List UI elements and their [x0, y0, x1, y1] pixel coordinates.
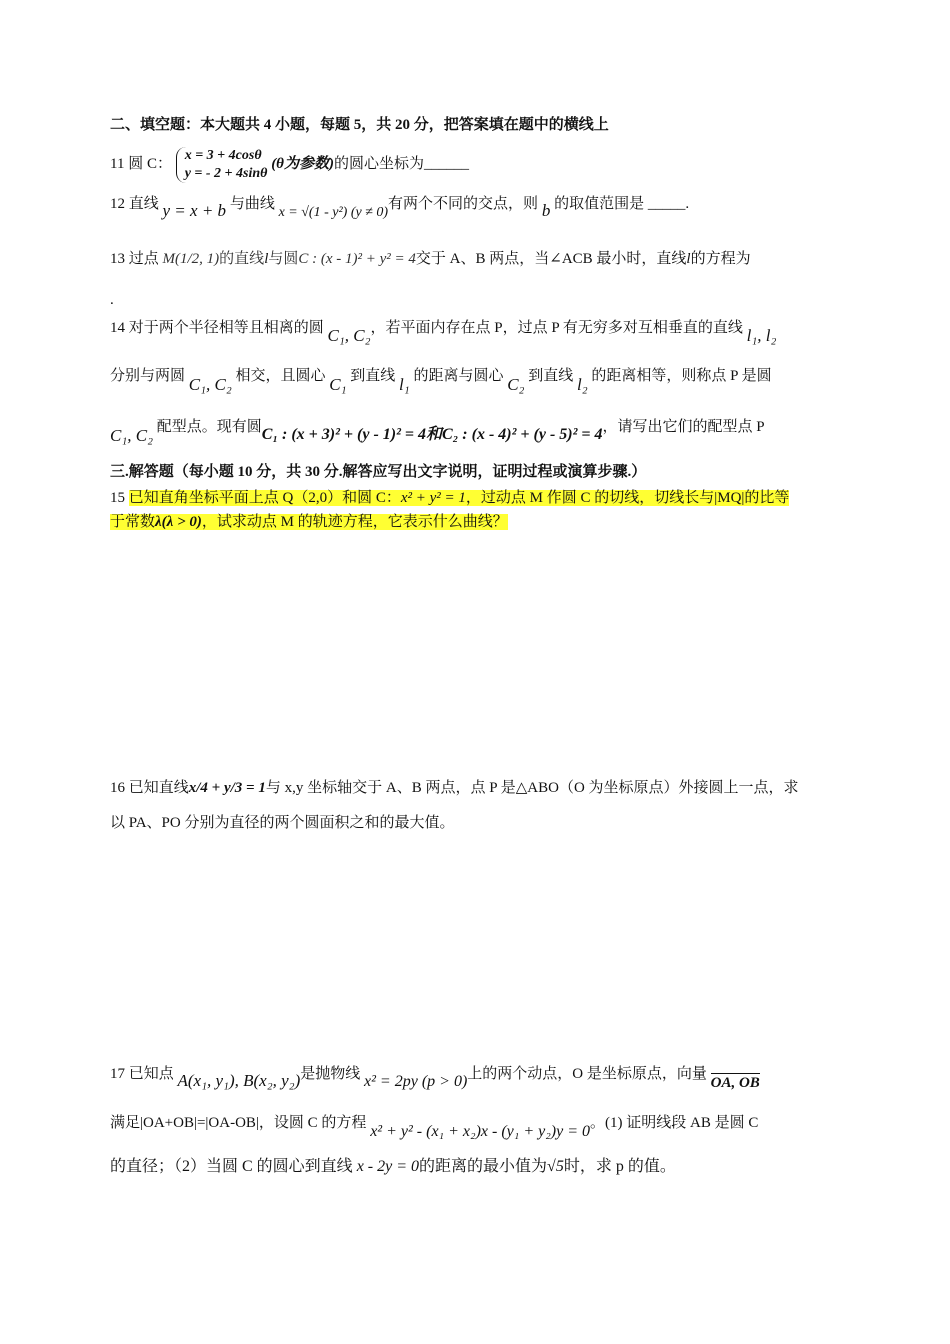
section-3-title-text: 三.解答题（每小题 10 分，共 30 分.解答应写出文字说明，证明过程或演算步骤.）: [110, 464, 647, 480]
q14-circles: C₁ : (x + 3)² + (y - 1)² = 4和C₂ : (x - 4)² + (y - 5)² = 4: [261, 426, 603, 443]
q11-label: 11 圆 C：: [110, 156, 172, 172]
q17-text1: 是抛物线: [300, 1066, 361, 1082]
q17-vectors: OA, OB: [710, 1075, 760, 1091]
q12-curve-equation: x = √(1 - y²) (y ≠ 0): [278, 205, 389, 220]
q14-c1c2-third: C₁, C₂: [110, 426, 153, 445]
q17-line: x - 2y = 0: [356, 1158, 420, 1175]
q13-text1: 的直线: [219, 251, 265, 267]
section-3-title: [110, 461, 646, 483]
q14-c1c2-second: C₁, C₂: [188, 375, 232, 394]
q11-tail: 的圆心坐标为: [333, 156, 424, 172]
q14-line1b: ，若平面内存在点 P，过点 P 有无穷多对互相垂直的直线: [370, 320, 743, 336]
q12-label: 12 直线: [110, 196, 159, 212]
q12-tail2: 的取值范围是: [554, 196, 645, 212]
q17-label: 17 已知点: [110, 1066, 174, 1082]
q15-text1: 已知直角坐标平面上点 Q（2,0）和圆 C：: [128, 490, 401, 506]
q13-text4: 的方程为: [690, 251, 751, 267]
q16-text1: 与 x,y 坐标轴交于 A、B 两点，点 P 是△ABO（O 为坐标原点）外接圆上一点，求: [265, 780, 799, 796]
section-2-title-text: 二、填空题：本大题共 4 小题，每题 5，共 20 分，把答案填在题中的横线上: [110, 117, 609, 133]
question-17-line-3: [110, 1156, 676, 1178]
q17-text3: 满足|OA+OB|=|OA-OB|，设圆 C 的方程: [110, 1115, 367, 1131]
q15-lambda: λ(λ > 0): [155, 514, 202, 530]
q11-blank: ______: [423, 156, 469, 172]
question-17-line-1: [110, 1062, 760, 1091]
q13-label: 13 过点: [110, 251, 159, 267]
q14-line2f: 的距离相等，则称点 P 是圆: [591, 368, 772, 384]
q15-text4: ，试求动点 M 的轨迹方程，它表示什么曲线？: [201, 514, 508, 530]
q14-line3b: ，请写出它们的配型点 P: [602, 419, 765, 435]
q13-l: l: [264, 251, 269, 267]
q13-text2: 与圆: [268, 251, 299, 267]
q13-l2: l: [686, 251, 691, 267]
q16-label: 16 已知直线: [110, 780, 189, 796]
question-15-line-1: [110, 487, 789, 509]
q13-text3: 交于 A、B 两点，当∠ACB 最小时，直线: [415, 251, 687, 267]
q14-line2e: 到直线: [528, 368, 574, 384]
question-16-line-2: [110, 812, 454, 834]
question-14-line-3: [110, 415, 765, 445]
q13-circle: C : (x - 1)² + y² = 4: [298, 251, 416, 267]
q16-equation: x/4 + y/3 = 1: [188, 780, 266, 796]
q14-c1c2: C₁, C₂: [327, 326, 371, 345]
q17-text2: 上的两个动点，O 是坐标原点，向量: [467, 1066, 707, 1082]
q14-c2: C₂: [507, 375, 525, 394]
q17-circle: x² + y² - (x₁ + x₂)x - (y₁ + y₂)y = 0: [370, 1123, 590, 1140]
q11-eq2: y = - 2 + 4sinθ: [184, 165, 268, 181]
q11-eq1: x = 3 + 4cosθ: [184, 147, 262, 163]
section-2-title: [110, 114, 609, 136]
q12-blank: _____.: [647, 196, 690, 212]
q14-line1a: 14 对于两个半径相等且相离的圆: [110, 320, 324, 336]
q15-label: 15: [110, 490, 125, 506]
question-16-line-1: [110, 768, 799, 808]
question-11: [110, 144, 469, 184]
q12-line-equation: y = x + b: [162, 201, 227, 220]
q16-text2: 以 PA、PO 分别为直径的两个圆面积之和的最大值。: [110, 815, 455, 831]
q17-text7: 时，求 p 的值。: [563, 1158, 676, 1175]
q15-text3: 于常数: [110, 514, 156, 530]
q14-l1l2: l₁, l₂: [746, 326, 777, 345]
q12-var-b: b: [541, 201, 551, 220]
q17-text5: 的直径；（2）当圆 C 的圆心到直线: [110, 1158, 353, 1175]
q14-c1: C₁: [329, 375, 347, 394]
q17-sqrt5: √5: [547, 1158, 564, 1175]
q13-point: M(1/2, 1): [162, 251, 220, 267]
q17-text4: 。(1) 证明线段 AB 是圆 C: [590, 1115, 759, 1131]
question-13: [110, 248, 751, 270]
q14-line3a: 配型点。现有圆: [156, 419, 262, 435]
q12-tail: 有两个不同的交点，则: [388, 196, 539, 212]
question-17-line-2: [110, 1112, 759, 1140]
q12-mid: 与曲线: [229, 196, 275, 212]
q11-param: (θ为参数): [271, 156, 334, 172]
q14-line2b: 相交，且圆心: [235, 368, 326, 384]
q17-parabola: x² = 2py (p > 0): [364, 1073, 468, 1090]
q14-l1: l₁: [399, 375, 410, 394]
q15-circle: x² + y² = 1: [400, 490, 466, 506]
question-12: [110, 192, 690, 220]
q14-line2d: 的距离与圆心: [413, 368, 504, 384]
q14-l2: l₂: [576, 375, 588, 394]
q14-line2a: 分别与两圆: [110, 368, 186, 384]
question-14-line-2: [110, 364, 772, 394]
q17-text6: 的距离的最小值为: [419, 1158, 548, 1175]
question-15-line-2: [110, 511, 508, 533]
q11-equation-system: [176, 147, 268, 183]
q14-line2c: 到直线: [350, 368, 396, 384]
q17-points: A(x₁, y₁), B(x₂, y₂): [177, 1071, 301, 1090]
q13-dot: .: [110, 292, 114, 308]
question-14-line-1: [110, 316, 777, 345]
q15-text2: ，过动点 M 作圆 C 的切线，切线长与|MQ|的比等: [465, 490, 790, 506]
